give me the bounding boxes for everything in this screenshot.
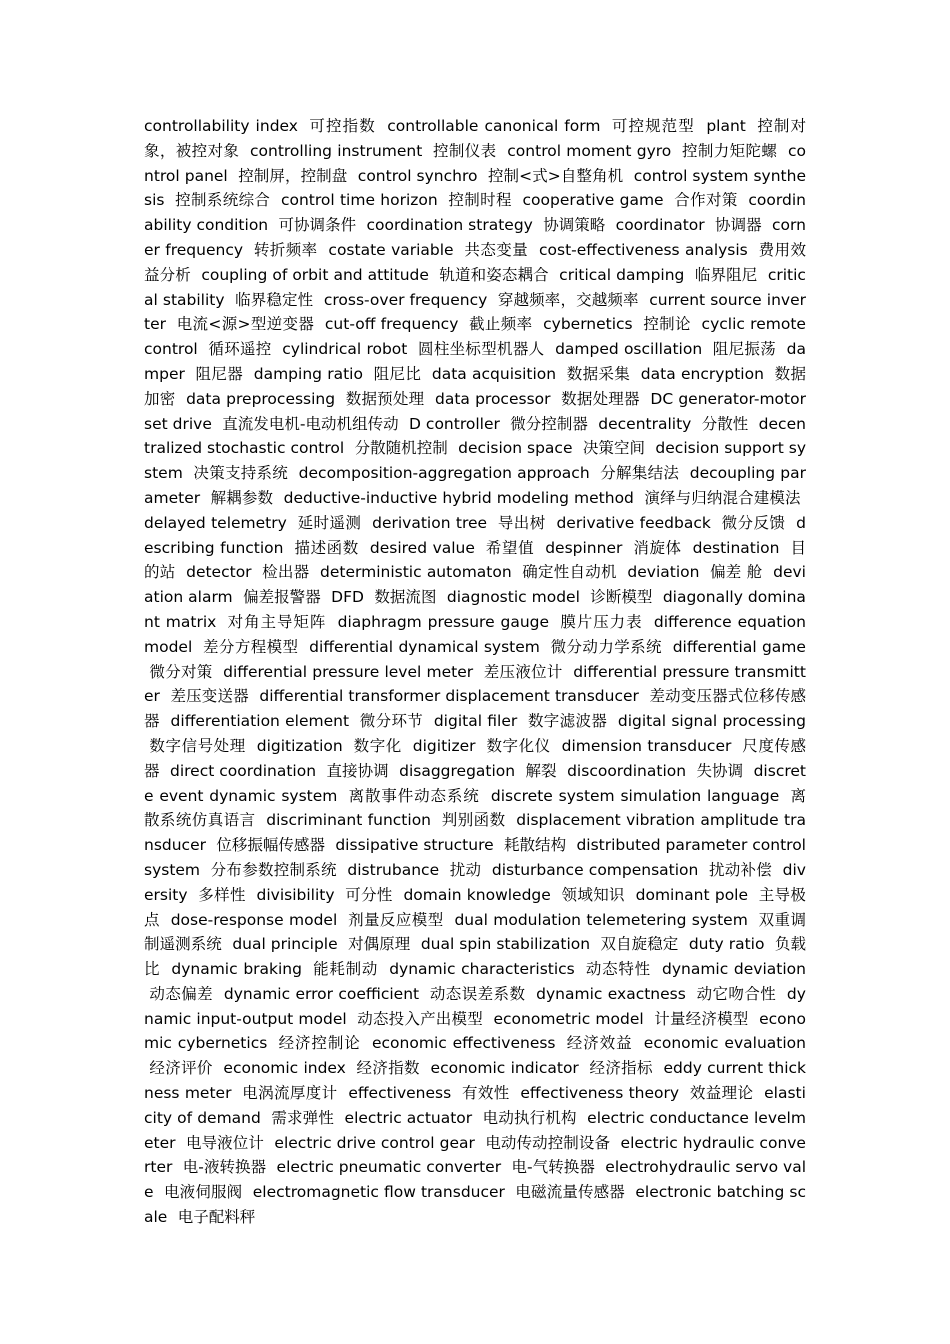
glossary-term: economic evaluation <box>643 1034 806 1053</box>
glossary-translation: 计量经济模型 <box>654 1009 749 1028</box>
glossary-entry <box>331 588 442 606</box>
glossary-translation: 电导液位计 <box>185 1133 264 1152</box>
glossary-term: control time horizon <box>280 191 438 210</box>
glossary-translation: 导出树 <box>497 513 546 532</box>
glossary-term: costate variable <box>328 240 454 259</box>
glossary-term: controllability index <box>144 117 298 135</box>
glossary-translation: 经济指数 <box>356 1059 420 1078</box>
glossary-translation: 扰动补偿 <box>708 860 773 879</box>
glossary-term: direct coordination <box>169 761 317 780</box>
glossary-translation: 需求弹性 <box>271 1108 335 1127</box>
glossary-translation: 微分控制器 <box>510 414 588 433</box>
glossary-entry <box>299 464 685 482</box>
glossary-translation: 偏差 舱 <box>710 563 763 582</box>
document-page <box>144 114 807 1227</box>
glossary-term: plant <box>706 117 746 135</box>
glossary-term: electric conductance levelmeter <box>144 1108 806 1152</box>
glossary-entry <box>257 886 399 904</box>
glossary-term: derivative feedback <box>556 513 711 532</box>
glossary-term: electric drive control gear <box>274 1133 475 1152</box>
glossary-translation: 微分环节 <box>359 712 424 731</box>
glossary-entry <box>555 340 781 358</box>
glossary-translation: 电流<源>型逆变器 <box>176 315 315 334</box>
glossary-translation: 膜片压力表 <box>560 612 643 631</box>
glossary-translation: 位移振幅传感器 <box>216 836 325 855</box>
glossary-term: decentralized stochastic control <box>144 414 806 458</box>
glossary-translation: 剂量反应模型 <box>348 910 444 929</box>
glossary-translation: 离散事件动态系统 <box>348 786 480 805</box>
glossary-entry <box>257 737 408 755</box>
glossary-term: cut-off frequency <box>324 315 459 334</box>
glossary-translation: 目的站 <box>144 538 806 582</box>
glossary-term: divisibility <box>256 885 335 904</box>
glossary-translation: 控制论 <box>643 315 691 334</box>
glossary-term: diagonally dominant matrix <box>144 588 806 631</box>
glossary-translation: 控制<式>自整角机 <box>487 166 624 185</box>
glossary-term: eddy current thickness meter <box>144 1059 807 1103</box>
glossary-term: electrohydraulic servo vale <box>144 1158 807 1202</box>
glossary-translation: 直流发电机-电动机组传动 <box>222 414 399 433</box>
glossary-translation: 分散性 <box>701 414 749 433</box>
glossary-translation: 数据预处理 <box>345 389 425 408</box>
glossary-term: electric hydraulic converter <box>144 1133 806 1177</box>
glossary-term: economic cybernetics <box>144 1009 806 1053</box>
glossary-term: dominant pole <box>635 885 749 904</box>
glossary-term: data processor <box>435 389 551 408</box>
glossary-term: dynamic braking <box>171 960 302 979</box>
glossary-translation: 微分动力学系统 <box>550 637 662 656</box>
glossary-term: delayed telemetry <box>144 513 287 532</box>
glossary-term: digitizer <box>412 736 476 755</box>
glossary-translation: 解耦参数 <box>210 488 274 507</box>
glossary-entry <box>345 1109 583 1127</box>
glossary-translation: 协调器 <box>715 216 762 235</box>
glossary-term: coordinator <box>615 216 705 235</box>
glossary-translation: 双自旋稳定 <box>600 935 679 954</box>
glossary-entry <box>431 1059 659 1077</box>
glossary-term: digitization <box>256 736 343 755</box>
glossary-term: dual spin stabilization <box>420 935 591 954</box>
glossary-translation: 动态偏差 <box>149 984 214 1003</box>
glossary-translation: 电磁流量传感器 <box>515 1183 625 1202</box>
glossary-term: digital filer <box>433 712 518 731</box>
glossary-translation: 电动传动控制设备 <box>485 1133 611 1152</box>
glossary-term: electromagnetic flow transducer <box>252 1183 505 1202</box>
glossary-term: derivation tree <box>372 513 488 532</box>
glossary-term: D controller <box>409 414 500 433</box>
glossary-term: domain knowledge <box>403 885 551 904</box>
glossary-translation: 电动执行机构 <box>482 1108 577 1127</box>
glossary-term: dynamic exactness <box>536 984 686 1003</box>
glossary-entry <box>389 960 656 978</box>
glossary-entry <box>223 663 568 681</box>
glossary-term: critical damping <box>559 265 685 284</box>
glossary-term: effectiveness <box>348 1084 452 1103</box>
glossary-entry <box>171 911 449 929</box>
glossary-translation: 耗散结构 <box>504 836 567 855</box>
glossary-translation: 可协调条件 <box>278 216 357 235</box>
glossary-entry <box>435 390 645 408</box>
glossary-translation: 控制仪表 <box>433 141 497 160</box>
glossary-entry <box>224 985 531 1003</box>
glossary-entry <box>277 1158 601 1176</box>
glossary-translation: 差动变压器式位移传感器 <box>144 687 806 731</box>
glossary-term: dissipative structure <box>335 836 494 855</box>
glossary-term: decentrality <box>598 414 692 433</box>
glossary-entry <box>447 588 658 606</box>
glossary-translation: 经济效益 <box>566 1034 633 1053</box>
glossary-translation: 对角主导矩阵 <box>227 612 327 631</box>
glossary-translation: 扰动 <box>449 860 482 879</box>
glossary-term: decision support system <box>144 439 806 483</box>
glossary-term: coupling of orbit and attitude <box>201 265 429 284</box>
glossary-term: cylindrical robot <box>282 340 408 359</box>
glossary-translation: 动态误差系数 <box>429 984 526 1003</box>
glossary-translation: 穿越频率，交越频率 <box>497 290 639 309</box>
glossary-translation: 阻尼比 <box>373 364 422 383</box>
glossary-term: destination <box>692 538 780 557</box>
glossary-term: damping ratio <box>253 364 363 383</box>
glossary-term: discrete event dynamic system <box>144 761 806 805</box>
glossary-translation: 分解集结法 <box>600 464 680 483</box>
glossary-entry <box>144 514 367 532</box>
glossary-entry <box>171 712 429 730</box>
glossary-entry <box>348 1084 515 1102</box>
glossary-entry <box>328 241 533 259</box>
glossary-term: data acquisition <box>431 364 557 383</box>
glossary-translation: 尺度传感器 <box>144 736 806 780</box>
glossary-term: electric actuator <box>344 1108 473 1127</box>
glossary-entry <box>432 365 636 383</box>
glossary-entry <box>347 861 486 879</box>
glossary-term: deviation alarm <box>144 563 806 607</box>
glossary-term: current source inverter <box>144 290 806 334</box>
glossary-translation: 阻尼器 <box>195 364 244 383</box>
glossary-term: controlling instrument <box>249 141 423 160</box>
glossary-translation: 数据处理器 <box>561 389 640 408</box>
glossary-term: dimension transducer <box>561 736 732 755</box>
glossary-translation: 经济指标 <box>589 1059 653 1078</box>
glossary-translation: 数据流图 <box>374 588 437 607</box>
glossary-term: despinner <box>545 538 623 557</box>
glossary-translation: 决策支持系统 <box>193 464 289 483</box>
glossary-translation: 双重调制遥测系统 <box>144 910 806 954</box>
glossary-term: digital signal processing <box>617 712 806 731</box>
glossary-entry <box>201 266 554 284</box>
glossary-translation: 判别函数 <box>441 811 506 830</box>
glossary-entry <box>223 1059 425 1077</box>
glossary-translation: 临界稳定性 <box>235 290 314 309</box>
glossary-term: dual principle <box>232 935 338 954</box>
glossary-translation: 差压液位计 <box>483 662 563 681</box>
glossary-entry <box>266 811 511 829</box>
glossary-term: differential pressure transmitter <box>144 662 806 706</box>
glossary-term: electric pneumatic converter <box>276 1158 502 1177</box>
glossary-entry <box>536 985 781 1003</box>
glossary-term: dynamic characteristics <box>389 960 575 979</box>
glossary-term: decomposition-aggregation approach <box>298 464 590 483</box>
glossary-entry <box>399 762 562 780</box>
glossary-term: dynamic error coefficient <box>223 984 420 1003</box>
glossary-term: decision space <box>458 439 573 458</box>
glossary-entry <box>520 1084 758 1102</box>
glossary-term: econometric model <box>493 1009 644 1028</box>
glossary-term: duty ratio <box>688 935 765 954</box>
glossary-term: cooperative game <box>522 191 664 210</box>
glossary-term: coordinability condition <box>144 191 806 235</box>
glossary-translation: 偏差报警器 <box>243 588 321 607</box>
glossary-translation: 阻尼振荡 <box>712 340 776 359</box>
glossary-term: differential game <box>672 637 806 656</box>
glossary-translation: 控制力矩陀螺 <box>682 141 778 160</box>
glossary-term: detector <box>186 563 252 582</box>
glossary-translation: 决策空间 <box>582 439 646 458</box>
glossary-entry <box>421 935 684 953</box>
glossary-entry <box>254 365 427 383</box>
glossary-entry <box>284 489 806 507</box>
glossary-term: displacement vibration amplitude transducer <box>144 811 806 855</box>
glossary-translation: 诊断模型 <box>590 588 653 607</box>
glossary-term: DFD <box>331 588 364 607</box>
glossary-translation: 多样性 <box>198 885 246 904</box>
glossary-entry <box>403 886 630 904</box>
glossary-translation: 经济控制论 <box>278 1034 361 1053</box>
glossary-entry <box>366 216 610 234</box>
glossary-entry <box>413 737 556 755</box>
glossary-translation: 分布参数控制系统 <box>210 860 337 879</box>
glossary-term: electronic batching scale <box>144 1183 806 1227</box>
glossary-translation: 共态变量 <box>464 240 529 259</box>
glossary-entry <box>627 563 768 581</box>
glossary-entry <box>186 390 430 408</box>
glossary-term: damper <box>144 340 806 383</box>
glossary-term: distrubance <box>347 860 440 879</box>
glossary-translation: 可分性 <box>345 885 393 904</box>
glossary-translation: 数字化 <box>353 736 402 755</box>
glossary-translation: 圆柱坐标型机器人 <box>418 340 545 359</box>
glossary-translation: 描述函数 <box>294 538 359 557</box>
glossary-term: desired value <box>369 538 475 557</box>
glossary-translation: 效益理论 <box>689 1084 754 1103</box>
glossary-entry <box>320 563 622 581</box>
glossary-term: discriminant function <box>266 811 432 830</box>
glossary-entry <box>282 340 550 358</box>
glossary-translation: 数字滤波器 <box>527 712 608 731</box>
glossary-translation: 主导极点 <box>144 885 806 929</box>
glossary-term: cyclic remote control <box>144 315 806 359</box>
glossary-paragraph <box>144 114 806 1230</box>
glossary-translation: 演绎与归纳混合建模法 <box>644 488 801 507</box>
glossary-term: control synchro <box>357 166 478 185</box>
glossary-term: diagnostic model <box>446 588 580 607</box>
glossary-entry <box>545 539 687 557</box>
glossary-term: coordination strategy <box>366 216 533 235</box>
glossary-translation: 电液伺服阀 <box>164 1183 243 1202</box>
glossary-term: critical stability <box>144 265 806 309</box>
glossary-term: data preprocessing <box>186 389 336 408</box>
glossary-translation: 分散随机控制 <box>354 439 448 458</box>
glossary-term: effectiveness theory <box>520 1084 680 1103</box>
glossary-translation: 希望值 <box>485 538 535 557</box>
glossary-translation: 数据加密 <box>144 364 806 408</box>
glossary-translation: 经济评价 <box>149 1059 213 1078</box>
glossary-translation: 电-液转换器 <box>182 1158 267 1177</box>
glossary-entry <box>370 539 540 557</box>
glossary-translation: 差分方程模型 <box>203 637 299 656</box>
glossary-term: decoupling parameter <box>144 464 806 507</box>
glossary-term: control moment gyro <box>507 141 672 160</box>
glossary-translation: 电-气转换器 <box>511 1158 595 1177</box>
glossary-term: cybernetics <box>543 315 633 334</box>
glossary-translation: 延时遥测 <box>297 513 362 532</box>
glossary-term: control system synthesis <box>144 166 806 210</box>
glossary-translation: 控制系统综合 <box>175 191 271 210</box>
glossary-term: economic indicator <box>430 1059 579 1078</box>
glossary-translation: 能耗制动 <box>313 960 379 979</box>
glossary-term: differential transformer displacement transducer <box>259 687 639 706</box>
glossary-entry <box>434 712 613 730</box>
glossary-translation: 控制对象，被控对象 <box>144 117 806 160</box>
glossary-translation: 消旋体 <box>633 538 682 557</box>
glossary-term: differential pressure level meter <box>223 662 474 681</box>
glossary-translation: 临界阻尼 <box>694 265 758 284</box>
glossary-term: dose-response model <box>170 910 338 929</box>
glossary-translation: 数据采集 <box>566 364 631 383</box>
glossary-term: dual modulation telemetering system <box>454 910 748 929</box>
glossary-entry <box>543 315 696 333</box>
glossary-entry <box>494 1010 754 1028</box>
glossary-entry <box>372 1034 638 1052</box>
glossary-term: deterministic automaton <box>320 563 512 582</box>
glossary-translation: 电子配料秤 <box>177 1208 256 1227</box>
glossary-term: disaggregation <box>399 761 516 780</box>
glossary-entry <box>325 315 538 333</box>
glossary-term: difference equation model <box>144 612 806 656</box>
glossary-translation: 解裂 <box>525 761 557 780</box>
glossary-entry <box>567 762 749 780</box>
glossary-term: deviation <box>627 563 700 582</box>
glossary-translation: 数字信号处理 <box>149 736 246 755</box>
glossary-entry <box>335 836 571 854</box>
glossary-translation: 确定性自动机 <box>522 563 617 582</box>
glossary-entry <box>281 191 517 209</box>
glossary-entry <box>387 117 700 135</box>
glossary-entry <box>616 216 767 234</box>
glossary-entry <box>253 1183 631 1201</box>
glossary-translation: 协调策略 <box>543 216 606 235</box>
glossary-translation: 转折频率 <box>253 240 318 259</box>
glossary-term: cost-effectiveness analysis <box>539 240 748 259</box>
glossary-translation: 检出器 <box>262 563 310 582</box>
glossary-translation: 对偶原理 <box>348 935 411 954</box>
glossary-translation: 循环遥控 <box>208 340 272 359</box>
glossary-translation: 差压变送器 <box>170 687 249 706</box>
glossary-entry <box>274 1134 615 1152</box>
glossary-entry <box>507 142 782 160</box>
glossary-term: economic index <box>223 1059 346 1078</box>
glossary-entry <box>492 861 778 879</box>
glossary-entry <box>523 191 744 209</box>
glossary-entry <box>144 117 381 135</box>
glossary-entry <box>556 514 790 532</box>
glossary-term: describing function <box>144 513 806 557</box>
glossary-translation: 控制时程 <box>448 191 512 210</box>
glossary-term: data encryption <box>640 364 764 383</box>
glossary-term: elasticity of demand <box>144 1084 806 1127</box>
glossary-translation: 失协调 <box>696 761 744 780</box>
glossary-translation: 控制屏，控制盘 <box>238 166 348 185</box>
glossary-translation: 离散系统仿真语言 <box>144 786 806 830</box>
glossary-term: distributed parameter control system <box>144 836 806 879</box>
glossary-translation: 费用效益分析 <box>144 240 806 284</box>
glossary-term: dynamic input-output model <box>144 984 806 1028</box>
glossary-translation: 电涡流厚度计 <box>242 1084 338 1103</box>
glossary-entry <box>338 613 648 631</box>
glossary-entry <box>559 266 763 284</box>
glossary-term: corner frequency <box>144 216 806 259</box>
glossary-translation: 可控规范型 <box>611 117 695 135</box>
glossary-term: disturbance compensation <box>491 860 699 879</box>
glossary-entry <box>324 291 644 309</box>
glossary-translation: 截止频率 <box>469 315 533 334</box>
glossary-entry <box>372 514 551 532</box>
glossary-term: economic effectiveness <box>372 1034 556 1053</box>
glossary-term: diversity <box>144 860 806 904</box>
glossary-entry <box>458 439 650 457</box>
glossary-term: differential dynamical system <box>309 637 540 656</box>
glossary-term: DC generator-motor set drive <box>144 389 806 433</box>
glossary-term: deductive-inductive hybrid modeling method <box>283 488 634 507</box>
glossary-term: discoordination <box>567 761 687 780</box>
glossary-term: discrete system simulation language <box>490 786 780 805</box>
glossary-term: diaphragm pressure gauge <box>337 612 550 631</box>
glossary-translation: 领域知识 <box>561 885 625 904</box>
glossary-translation: 直接协调 <box>326 761 389 780</box>
glossary-term: control panel <box>144 141 806 185</box>
glossary-translation: 动态投入产出模型 <box>357 1009 483 1028</box>
glossary-entry <box>409 415 593 433</box>
glossary-translation: 负载比 <box>144 935 806 979</box>
glossary-term: cross-over frequency <box>323 290 488 309</box>
glossary-entry <box>598 415 753 433</box>
glossary-translation: 可控指数 <box>309 117 376 135</box>
glossary-term: differentiation element <box>170 712 350 731</box>
glossary-term: dynamic deviation <box>661 960 806 979</box>
glossary-translation: 合作对策 <box>674 191 738 210</box>
glossary-term: controllable canonical form <box>387 117 601 135</box>
glossary-translation: 有效性 <box>461 1084 510 1103</box>
glossary-entry <box>309 638 667 656</box>
glossary-term: damped oscillation <box>555 340 703 359</box>
glossary-translation: 微分对策 <box>149 662 213 681</box>
glossary-entry <box>250 142 502 160</box>
glossary-entry <box>170 762 394 780</box>
glossary-translation: 动它吻合性 <box>696 984 777 1003</box>
glossary-entry <box>171 960 383 978</box>
glossary-entry <box>232 935 415 953</box>
glossary-translation: 数字化仪 <box>486 736 551 755</box>
glossary-translation: 动态特性 <box>585 960 651 979</box>
glossary-entry <box>358 167 629 185</box>
glossary-entry <box>186 563 315 581</box>
glossary-translation: 微分反馈 <box>721 513 786 532</box>
glossary-translation: 轨道和姿态耦合 <box>439 265 549 284</box>
